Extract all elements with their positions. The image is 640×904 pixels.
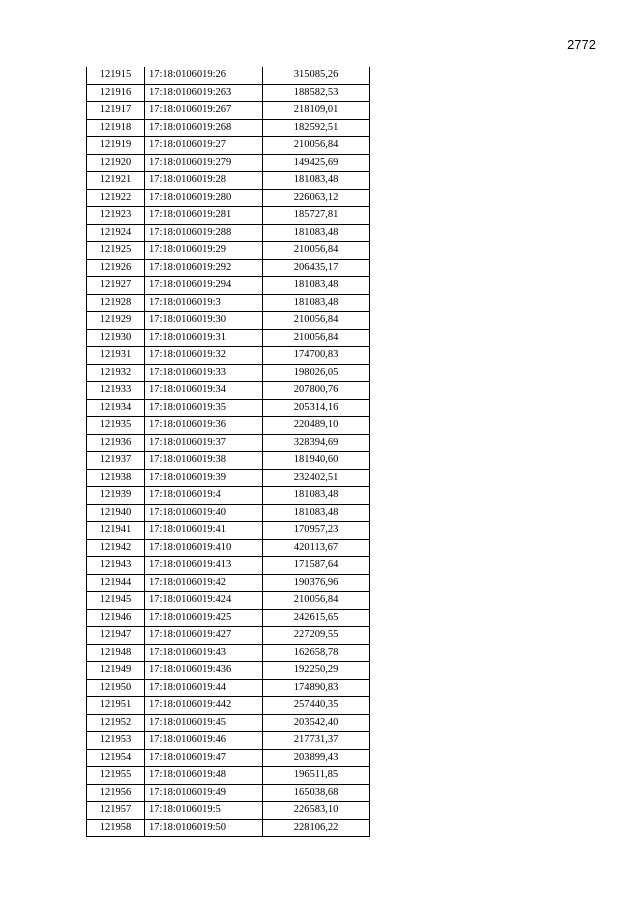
cadastral-value-cell: 181083,48 bbox=[263, 277, 370, 295]
cadastral-number-cell: 17:18:0106019:30 bbox=[145, 312, 263, 330]
table-row bbox=[87, 434, 370, 452]
table-row bbox=[87, 102, 370, 120]
table-row bbox=[87, 697, 370, 715]
cadastral-value-cell: 257440,35 bbox=[263, 697, 370, 715]
cadastral-number-cell: 17:18:0106019:294 bbox=[145, 277, 263, 295]
cadastral-value-cell: 420113,67 bbox=[263, 539, 370, 557]
cadastral-value-cell: 171587,64 bbox=[263, 557, 370, 575]
cadastral-value-cell: 226063,12 bbox=[263, 189, 370, 207]
cadastral-number-cell: 17:18:0106019:427 bbox=[145, 627, 263, 645]
row-number-cell: 121940 bbox=[87, 504, 145, 522]
cadastral-number-cell: 17:18:0106019:37 bbox=[145, 434, 263, 452]
row-number-cell: 121921 bbox=[87, 172, 145, 190]
table-row bbox=[87, 137, 370, 155]
cadastral-number-cell: 17:18:0106019:27 bbox=[145, 137, 263, 155]
cadastral-value-cell: 315085,26 bbox=[263, 67, 370, 84]
cadastral-value-cell: 181083,48 bbox=[263, 172, 370, 190]
table-row bbox=[87, 329, 370, 347]
table-row bbox=[87, 732, 370, 750]
table-row bbox=[87, 819, 370, 837]
table-row bbox=[87, 224, 370, 242]
table-row bbox=[87, 242, 370, 260]
cadastral-value-cell: 174700,83 bbox=[263, 347, 370, 365]
row-number-cell: 121934 bbox=[87, 399, 145, 417]
cadastral-number-cell: 17:18:0106019:268 bbox=[145, 119, 263, 137]
table-row bbox=[87, 802, 370, 820]
cadastral-number-cell: 17:18:0106019:280 bbox=[145, 189, 263, 207]
cadastral-number-cell: 17:18:0106019:263 bbox=[145, 84, 263, 102]
cadastral-number-cell: 17:18:0106019:43 bbox=[145, 644, 263, 662]
cadastral-value-cell: 162658,78 bbox=[263, 644, 370, 662]
row-number-cell: 121954 bbox=[87, 749, 145, 767]
table-row bbox=[87, 539, 370, 557]
cadastral-number-cell: 17:18:0106019:38 bbox=[145, 452, 263, 470]
cadastral-number-cell: 17:18:0106019:31 bbox=[145, 329, 263, 347]
cadastral-value-cell: 220489,10 bbox=[263, 417, 370, 435]
row-number-cell: 121955 bbox=[87, 767, 145, 785]
table-row bbox=[87, 749, 370, 767]
row-number-cell: 121925 bbox=[87, 242, 145, 260]
table-row bbox=[87, 487, 370, 505]
row-number-cell: 121945 bbox=[87, 592, 145, 610]
cadastral-value-cell: 190376,96 bbox=[263, 574, 370, 592]
table-row bbox=[87, 347, 370, 365]
cadastral-value-cell: 226583,10 bbox=[263, 802, 370, 820]
row-number-cell: 121929 bbox=[87, 312, 145, 330]
row-number-cell: 121923 bbox=[87, 207, 145, 225]
row-number-cell: 121942 bbox=[87, 539, 145, 557]
table-row bbox=[87, 259, 370, 277]
row-number-cell: 121947 bbox=[87, 627, 145, 645]
cadastral-value-cell: 182592,51 bbox=[263, 119, 370, 137]
cadastral-value-cell: 217731,37 bbox=[263, 732, 370, 750]
cadastral-value-cell: 210056,84 bbox=[263, 329, 370, 347]
row-number-cell: 121943 bbox=[87, 557, 145, 575]
row-number-cell: 121949 bbox=[87, 662, 145, 680]
cadastral-number-cell: 17:18:0106019:5 bbox=[145, 802, 263, 820]
cadastral-value-cell: 328394,69 bbox=[263, 434, 370, 452]
cadastral-number-cell: 17:18:0106019:442 bbox=[145, 697, 263, 715]
cadastral-number-cell: 17:18:0106019:47 bbox=[145, 749, 263, 767]
cadastral-number-cell: 17:18:0106019:413 bbox=[145, 557, 263, 575]
cadastral-number-cell: 17:18:0106019:32 bbox=[145, 347, 263, 365]
table-row bbox=[87, 469, 370, 487]
row-number-cell: 121939 bbox=[87, 487, 145, 505]
row-number-cell: 121944 bbox=[87, 574, 145, 592]
row-number-cell: 121958 bbox=[87, 819, 145, 837]
table-row bbox=[87, 522, 370, 540]
cadastral-number-cell: 17:18:0106019:281 bbox=[145, 207, 263, 225]
cadastral-value-cell: 165038,68 bbox=[263, 784, 370, 802]
table-row bbox=[87, 207, 370, 225]
table-row bbox=[87, 294, 370, 312]
table-row bbox=[87, 364, 370, 382]
row-number-cell: 121917 bbox=[87, 102, 145, 120]
row-number-cell: 121924 bbox=[87, 224, 145, 242]
table-row bbox=[87, 67, 370, 84]
cadastral-number-cell: 17:18:0106019:48 bbox=[145, 767, 263, 785]
cadastral-value-cell: 170957,23 bbox=[263, 522, 370, 540]
row-number-cell: 121937 bbox=[87, 452, 145, 470]
table-row bbox=[87, 154, 370, 172]
row-number-cell: 121930 bbox=[87, 329, 145, 347]
table-row bbox=[87, 609, 370, 627]
row-number-cell: 121927 bbox=[87, 277, 145, 295]
cadastral-number-cell: 17:18:0106019:3 bbox=[145, 294, 263, 312]
table-row bbox=[87, 277, 370, 295]
row-number-cell: 121933 bbox=[87, 382, 145, 400]
table-row bbox=[87, 119, 370, 137]
row-number-cell: 121946 bbox=[87, 609, 145, 627]
cadastral-value-cell: 185727,81 bbox=[263, 207, 370, 225]
cadastral-value-cell: 196511,85 bbox=[263, 767, 370, 785]
cadastral-value-table bbox=[86, 67, 370, 837]
row-number-cell: 121931 bbox=[87, 347, 145, 365]
cadastral-value-cell: 188582,53 bbox=[263, 84, 370, 102]
table-row bbox=[87, 627, 370, 645]
cadastral-value-cell: 210056,84 bbox=[263, 242, 370, 260]
cadastral-number-cell: 17:18:0106019:29 bbox=[145, 242, 263, 260]
row-number-cell: 121935 bbox=[87, 417, 145, 435]
row-number-cell: 121928 bbox=[87, 294, 145, 312]
cadastral-value-cell: 198026,05 bbox=[263, 364, 370, 382]
row-number-cell: 121951 bbox=[87, 697, 145, 715]
table-row bbox=[87, 504, 370, 522]
cadastral-number-cell: 17:18:0106019:288 bbox=[145, 224, 263, 242]
cadastral-number-cell: 17:18:0106019:424 bbox=[145, 592, 263, 610]
cadastral-number-cell: 17:18:0106019:40 bbox=[145, 504, 263, 522]
cadastral-value-cell: 174890,83 bbox=[263, 679, 370, 697]
cadastral-number-cell: 17:18:0106019:46 bbox=[145, 732, 263, 750]
table-row bbox=[87, 767, 370, 785]
cadastral-number-cell: 17:18:0106019:45 bbox=[145, 714, 263, 732]
cadastral-number-cell: 17:18:0106019:279 bbox=[145, 154, 263, 172]
cadastral-value-cell: 242615,65 bbox=[263, 609, 370, 627]
cadastral-value-cell: 210056,84 bbox=[263, 592, 370, 610]
table-row bbox=[87, 382, 370, 400]
table-row bbox=[87, 679, 370, 697]
table-row bbox=[87, 644, 370, 662]
cadastral-number-cell: 17:18:0106019:42 bbox=[145, 574, 263, 592]
table-row bbox=[87, 784, 370, 802]
cadastral-number-cell: 17:18:0106019:35 bbox=[145, 399, 263, 417]
cadastral-number-cell: 17:18:0106019:33 bbox=[145, 364, 263, 382]
table-row bbox=[87, 452, 370, 470]
row-number-cell: 121918 bbox=[87, 119, 145, 137]
row-number-cell: 121957 bbox=[87, 802, 145, 820]
table-row bbox=[87, 84, 370, 102]
row-number-cell: 121950 bbox=[87, 679, 145, 697]
cadastral-value-cell: 203899,43 bbox=[263, 749, 370, 767]
row-number-cell: 121952 bbox=[87, 714, 145, 732]
cadastral-value-cell: 192250,29 bbox=[263, 662, 370, 680]
table-row bbox=[87, 399, 370, 417]
row-number-cell: 121953 bbox=[87, 732, 145, 750]
cadastral-number-cell: 17:18:0106019:4 bbox=[145, 487, 263, 505]
cadastral-number-cell: 17:18:0106019:41 bbox=[145, 522, 263, 540]
table-row bbox=[87, 662, 370, 680]
table-body bbox=[87, 67, 370, 837]
cadastral-value-cell: 181940,60 bbox=[263, 452, 370, 470]
cadastral-number-cell: 17:18:0106019:39 bbox=[145, 469, 263, 487]
cadastral-number-cell: 17:18:0106019:292 bbox=[145, 259, 263, 277]
cadastral-value-cell: 232402,51 bbox=[263, 469, 370, 487]
cadastral-number-cell: 17:18:0106019:26 bbox=[145, 67, 263, 84]
cadastral-value-cell: 210056,84 bbox=[263, 312, 370, 330]
table-row bbox=[87, 189, 370, 207]
row-number-cell: 121938 bbox=[87, 469, 145, 487]
cadastral-value-cell: 210056,84 bbox=[263, 137, 370, 155]
row-number-cell: 121936 bbox=[87, 434, 145, 452]
table-row bbox=[87, 557, 370, 575]
table-row bbox=[87, 592, 370, 610]
row-number-cell: 121915 bbox=[87, 67, 145, 84]
table-row bbox=[87, 714, 370, 732]
row-number-cell: 121932 bbox=[87, 364, 145, 382]
table-row bbox=[87, 574, 370, 592]
cadastral-value-cell: 181083,48 bbox=[263, 294, 370, 312]
cadastral-value-cell: 227209,55 bbox=[263, 627, 370, 645]
cadastral-number-cell: 17:18:0106019:44 bbox=[145, 679, 263, 697]
cadastral-number-cell: 17:18:0106019:50 bbox=[145, 819, 263, 837]
row-number-cell: 121941 bbox=[87, 522, 145, 540]
cadastral-number-cell: 17:18:0106019:425 bbox=[145, 609, 263, 627]
row-number-cell: 121919 bbox=[87, 137, 145, 155]
cadastral-value-cell: 205314,16 bbox=[263, 399, 370, 417]
cadastral-number-cell: 17:18:0106019:49 bbox=[145, 784, 263, 802]
row-number-cell: 121926 bbox=[87, 259, 145, 277]
row-number-cell: 121948 bbox=[87, 644, 145, 662]
table-row bbox=[87, 312, 370, 330]
cadastral-value-cell: 181083,48 bbox=[263, 504, 370, 522]
row-number-cell: 121922 bbox=[87, 189, 145, 207]
row-number-cell: 121956 bbox=[87, 784, 145, 802]
cadastral-number-cell: 17:18:0106019:34 bbox=[145, 382, 263, 400]
cadastral-value-cell: 218109,01 bbox=[263, 102, 370, 120]
table-row bbox=[87, 417, 370, 435]
cadastral-number-cell: 17:18:0106019:267 bbox=[145, 102, 263, 120]
cadastral-number-cell: 17:18:0106019:36 bbox=[145, 417, 263, 435]
cadastral-value-cell: 181083,48 bbox=[263, 224, 370, 242]
cadastral-value-cell: 181083,48 bbox=[263, 487, 370, 505]
page-number: 2772 bbox=[567, 37, 596, 52]
cadastral-value-cell: 207800,76 bbox=[263, 382, 370, 400]
cadastral-value-cell: 149425,69 bbox=[263, 154, 370, 172]
row-number-cell: 121916 bbox=[87, 84, 145, 102]
cadastral-number-cell: 17:18:0106019:410 bbox=[145, 539, 263, 557]
cadastral-value-cell: 228106,22 bbox=[263, 819, 370, 837]
cadastral-value-cell: 203542,40 bbox=[263, 714, 370, 732]
cadastral-number-cell: 17:18:0106019:28 bbox=[145, 172, 263, 190]
cadastral-number-cell: 17:18:0106019:436 bbox=[145, 662, 263, 680]
row-number-cell: 121920 bbox=[87, 154, 145, 172]
cadastral-value-cell: 206435,17 bbox=[263, 259, 370, 277]
table-row bbox=[87, 172, 370, 190]
